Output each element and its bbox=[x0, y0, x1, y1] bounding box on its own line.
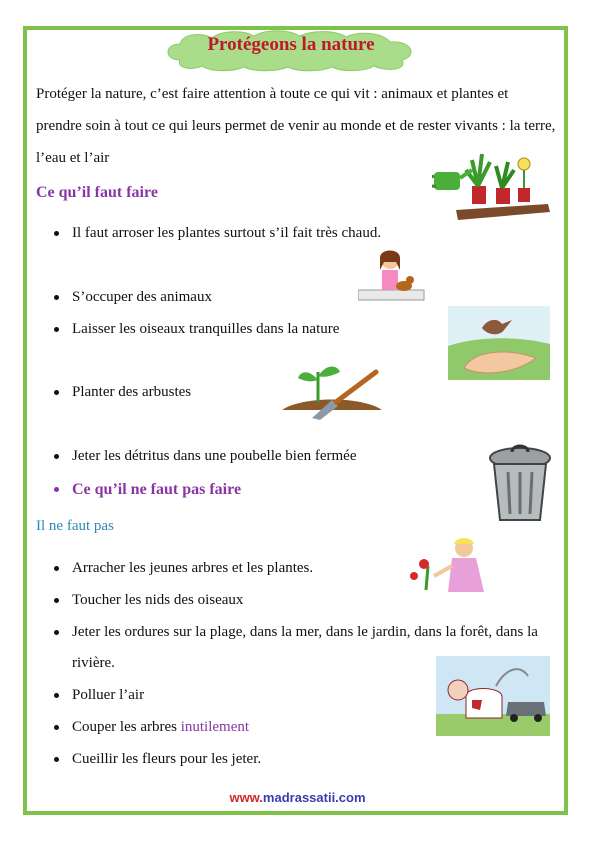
list-item-leave-birds: Laisser les oiseaux tranquilles dans la nature bbox=[72, 314, 339, 345]
section-dont-heading: Ce qu’il ne faut pas faire bbox=[72, 474, 241, 505]
seedling-trowel-illustration bbox=[282, 358, 382, 420]
page-title: Protégeons la nature bbox=[207, 34, 375, 55]
list-item-cut-trees bbox=[72, 712, 249, 743]
pick-flowers-text: Cueillir les fleurs pour les jeter bbox=[72, 751, 258, 767]
list-item-pick-flowers bbox=[72, 744, 261, 775]
uprooting-plant-illustration bbox=[408, 536, 488, 596]
footer-website[interactable] bbox=[0, 790, 595, 805]
list-item-uproot: Arracher les jeunes arbres et les plantes. bbox=[72, 553, 313, 584]
list-item-water-plants: Il faut arroser les plantes surtout s’il fait très chaud. bbox=[72, 218, 392, 249]
trash-bin-illustration bbox=[488, 444, 552, 524]
cow-pollution-illustration bbox=[436, 656, 550, 736]
list-item-plant-shrubs: Planter des arbustes bbox=[72, 377, 191, 408]
intro-paragraph: Protéger la nature, c’est faire attention à toute ce qui vit : animaux et plantes et prendre soin à tout ce qui leurs permet de venir au monde et de rester vivants : la terre, l’eau et l’air bbox=[36, 86, 556, 166]
pick-flowers-period: . bbox=[257, 751, 262, 767]
footer-prefix: www. bbox=[229, 790, 263, 805]
footer-site: madrassatii.com bbox=[262, 790, 366, 805]
watering-can-plants-illustration bbox=[432, 148, 552, 220]
section-dont-subheading: Il ne faut pas bbox=[36, 518, 114, 534]
list-item-trash-bin: Jeter les détritus dans une poubelle bien fermée bbox=[72, 441, 356, 472]
cut-trees-accent: inutilement bbox=[180, 719, 250, 735]
list-item-litter: Jeter les ordures sur la plage, dans la mer, dans le jardin, dans la forêt, dans la rivière. bbox=[72, 617, 542, 679]
list-item-pollute: Polluer l’air bbox=[72, 680, 144, 711]
list-item-care-animals: S’occuper des animaux bbox=[72, 282, 212, 313]
section-do-heading: Ce qu’il faut faire bbox=[36, 184, 158, 201]
girl-with-dog-illustration bbox=[358, 248, 426, 304]
cut-trees-text: Couper les arbres bbox=[72, 719, 177, 735]
bird-hands-illustration bbox=[448, 306, 550, 380]
list-item-nests: Toucher les nids des oiseaux bbox=[72, 585, 243, 616]
